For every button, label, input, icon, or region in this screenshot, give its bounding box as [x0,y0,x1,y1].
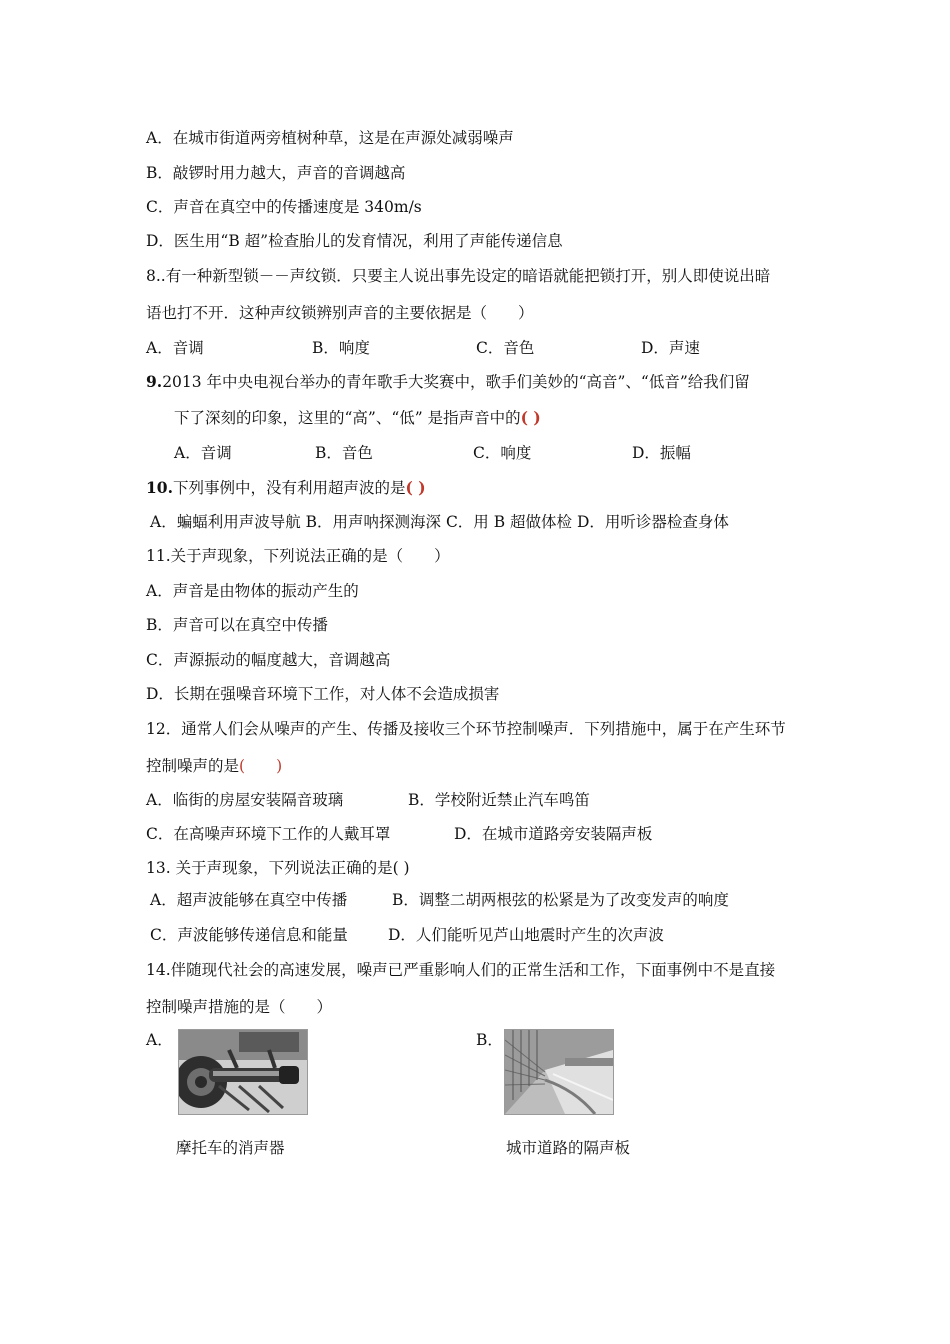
q8-option-c: C．音色 [476,339,535,357]
q12-option-c: C．在高噪声环境下工作的人戴耳罩 [146,825,391,843]
q9-option-c: C．响度 [473,444,532,462]
noise-barrier-photo [504,1029,614,1115]
q9-stem-text: 2013 年中央电视台举办的青年歌手大奖赛中，歌手们美妙的“高音”、“低音”给我们留 [162,373,750,391]
q12-stem-text: 控制噪声的是 [146,757,240,775]
q14-stem-line2: 控制噪声措施的是（ ） [146,998,333,1016]
q9-option-d: D．振幅 [632,444,691,462]
q8-option-b: B．响度 [312,339,370,357]
q12-option-b: B．学校附近禁止汽车鸣笛 [408,791,590,809]
q10-number: 10. [146,478,173,497]
q9-stem-line2 [174,408,541,428]
q11-stem: 11.关于声现象，下列说法正确的是（ ） [146,547,450,565]
q7-option-a: A．在城市街道两旁植树种草，这是在声源处减弱噪声 [146,129,514,147]
q14-option-b-caption: 城市道路的隔声板 [506,1139,631,1157]
motorcycle-muffler-photo [178,1029,308,1115]
q12-stem-line2 [146,756,282,776]
q13-option-c: C．声波能够传递信息和能量 [150,926,348,944]
q10-stem [146,478,426,498]
q10-stem-text: 下列事例中，没有利用超声波的是 [172,479,406,497]
q13-stem: 13. 关于声现象，下列说法正确的是( ) [146,859,410,877]
q11-option-d: D．长期在强噪音环境下工作，对人体不会造成损害 [146,685,500,703]
q8-option-a: A．音调 [146,339,204,357]
q12-stem-line1: 12．通常人们会从噪声的产生、传播及接收三个环节控制噪声．下列措施中，属于在产生环节 [146,720,786,738]
q10-options: A．蝙蝠利用声波导航 B．用声呐探测海深 C．用 B 超做体检 D．用听诊器检查身体 [150,513,729,531]
q9-stem-line1 [146,372,750,392]
q8-option-d: D．声速 [641,339,700,357]
q7-option-d: D．医生用“B 超”检查胎儿的发育情况，利用了声能传递信息 [146,232,563,250]
q14-option-b-label: B． [476,1031,503,1049]
q12-option-a: A．临街的房屋安装隔音玻璃 [146,791,344,809]
q13-option-d: D．人们能听见芦山地震时产生的次声波 [388,926,664,944]
q9-option-a: A．音调 [174,444,232,462]
q9-option-b: B．音色 [315,444,373,462]
q7-option-c: C．声音在真空中的传播速度是 340m/s [146,198,422,216]
q9-stem-text-2: 下了深刻的印象，这里的“高”、“低” 是指声音中的 [174,409,521,427]
q9-number: 9. [146,372,163,391]
q12-answer-bracket: ( ) [239,757,283,775]
q7-option-b: B．敲锣时用力越大，声音的音调越高 [146,164,406,182]
q13-option-b: B．调整二胡两根弦的松紧是为了改变发声的响度 [392,891,729,909]
q11-option-b: B．声音可以在真空中传播 [146,616,328,634]
q8-stem-line1: 8..有一种新型锁－－声纹锁．只要主人说出事先设定的暗语就能把锁打开，别人即使说出暗 [146,267,771,285]
q11-option-c: C．声源振动的幅度越大，音调越高 [146,651,391,669]
motorcycle-muffler-image [179,1030,307,1114]
q10-answer-bracket: ( ) [405,478,426,497]
q14-option-a-caption: 摩托车的消声器 [176,1139,285,1157]
q12-option-d: D．在城市道路旁安装隔声板 [454,825,653,843]
q13-option-a: A．超声波能够在真空中传播 [150,891,348,909]
q9-answer-bracket: ( ) [520,408,541,427]
q11-option-a: A．声音是由物体的振动产生的 [146,582,359,600]
q14-option-a-label: A． [146,1031,173,1049]
noise-barrier-image [505,1030,613,1114]
q8-stem-line2: 语也打不开．这种声纹锁辨别声音的主要依据是（ ） [146,304,534,322]
q14-stem-line1: 14.伴随现代社会的高速发展，噪声已严重影响人们的正常生活和工作，下面事例中不是直接 [146,961,776,979]
